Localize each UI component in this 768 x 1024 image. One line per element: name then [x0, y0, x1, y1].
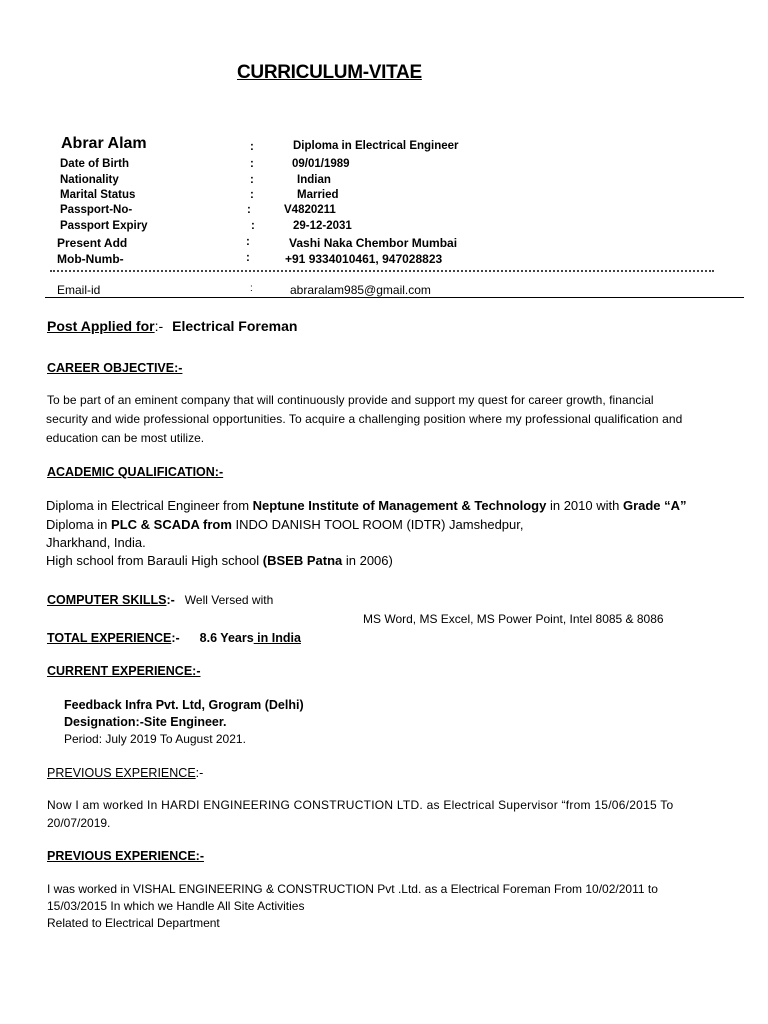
dob-label: Date of Birth: [60, 158, 129, 170]
passport-expiry-value: 29-12-2031: [293, 220, 352, 232]
passport-expiry-colon: :: [251, 220, 255, 232]
academic-line-2: [46, 517, 523, 532]
computer-skills-lead: Well Versed with: [184, 593, 274, 607]
total-experience-years: 8.6 Years: [199, 631, 254, 645]
current-designation: Designation:-Site Engineer.: [64, 715, 227, 729]
computer-skills-list: MS Word, MS Excel, MS Power Point, Intel 8085 & 8086: [363, 612, 664, 626]
mobile-label: Mob-Numb-: [57, 252, 124, 266]
previous-experience-2-heading: PREVIOUS EXPERIENCE:-: [47, 849, 204, 863]
present-address-colon: :: [246, 236, 250, 248]
current-experience-heading: CURRENT EXPERIENCE:-: [47, 664, 201, 678]
qualification-summary: Diploma in Electrical Engineer: [293, 140, 459, 152]
academic-line-1-text: Diploma in Electrical Engineer from: [46, 498, 253, 513]
academic-line-1: [46, 498, 687, 513]
academic-line-1-year: in 2010 with: [546, 498, 623, 513]
career-objective-line-1: To be part of an eminent company that will continuously provide and support my quest for career growth, financial: [47, 393, 654, 407]
dob-colon: :: [250, 158, 254, 170]
total-experience-separator: :-: [171, 631, 180, 645]
previous-experience-1-line-1: Now I am worked In HARDI ENGINEERING CONSTRUCTION LTD. as Electrical Supervisor “from 15/06/2015 To: [47, 798, 674, 812]
career-objective-heading: CAREER OBJECTIVE:-: [47, 361, 183, 375]
marital-status-value: Married: [297, 189, 339, 201]
academic-line-4: [46, 553, 393, 568]
total-experience-heading: TOTAL EXPERIENCE: [47, 631, 172, 645]
mobile-value: +91 9334010461, 947028823: [285, 252, 443, 266]
marital-status-colon: :: [250, 189, 254, 201]
post-applied-value: Electrical Foreman: [172, 318, 298, 334]
total-experience-row: [47, 631, 301, 645]
name-colon: :: [250, 141, 254, 153]
email-value: abraralam985@gmail.com: [290, 283, 431, 297]
passport-no-colon: :: [247, 204, 251, 216]
email-label: Email-id: [57, 283, 101, 297]
academic-line-2-text: Diploma in: [46, 517, 112, 532]
nationality-colon: :: [250, 174, 254, 186]
high-school-year: in 2006): [342, 553, 393, 568]
previous-experience-1-line-2: 20/07/2019.: [47, 816, 111, 830]
grade: Grade “A”: [622, 498, 687, 513]
current-company: Feedback Infra Pvt. Ltd, Grogram (Delhi): [64, 698, 304, 712]
high-school-text: High school from Barauli High school: [46, 553, 263, 568]
nationality-value: Indian: [297, 174, 331, 186]
previous-experience-1-row: [47, 766, 203, 780]
dob-value: 09/01/1989: [292, 158, 350, 170]
plc-scada: PLC & SCADA from: [111, 517, 232, 532]
current-period: Period: July 2019 To August 2021.: [64, 732, 246, 746]
dotted-divider: [50, 270, 714, 272]
previous-experience-1-separator: :-: [195, 766, 204, 780]
computer-skills-heading: COMPUTER SKILLS: [47, 593, 167, 607]
board-name: (BSEB Patna: [262, 553, 343, 568]
career-objective-line-3: education can be most utilize.: [46, 431, 205, 445]
previous-experience-2-line-3: Related to Electrical Department: [47, 916, 220, 930]
present-address-label: Present Add: [57, 236, 128, 250]
present-address-value: Vashi Naka Chembor Mumbai: [289, 236, 458, 250]
document-title: CURRICULUM-VITAE: [237, 62, 422, 83]
idtr-text: INDO DANISH TOOL ROOM (IDTR) Jamshedpur,: [231, 517, 524, 532]
post-applied-label: Post Applied for: [47, 318, 155, 334]
total-experience-location: in India: [253, 631, 301, 645]
career-objective-line-2: security and wide professional opportunities. To acquire a challenging position where my professional qualification and: [46, 412, 683, 426]
academic-line-3: Jharkhand, India.: [46, 535, 146, 550]
header-divider: [45, 297, 744, 298]
nationality-label: Nationality: [60, 174, 119, 186]
post-applied-separator: :-: [154, 318, 164, 334]
passport-no-value: V4820211: [284, 204, 336, 216]
mobile-colon: :: [246, 252, 250, 264]
institute-name: Neptune Institute of Management & Technology: [252, 498, 547, 513]
previous-experience-1-heading: PREVIOUS EXPERIENCE: [47, 766, 196, 780]
computer-skills-row: [47, 593, 273, 607]
academic-heading: ACADEMIC QUALIFICATION:-: [47, 465, 224, 479]
passport-no-label: Passport-No-: [60, 204, 133, 216]
marital-status-label: Marital Status: [60, 189, 136, 201]
email-colon: :: [250, 283, 253, 294]
post-applied-row: [47, 318, 297, 334]
previous-experience-2-line-2: 15/03/2015 In which we Handle All Site Activities: [47, 899, 305, 913]
passport-expiry-label: Passport Expiry: [60, 220, 148, 232]
computer-skills-separator: :-: [166, 593, 175, 607]
previous-experience-2-line-1: I was worked in VISHAL ENGINEERING & CONSTRUCTION Pvt .Ltd. as a Electrical Foreman From 10/02/2011 to: [47, 882, 658, 896]
applicant-name: Abrar Alam: [61, 135, 147, 152]
